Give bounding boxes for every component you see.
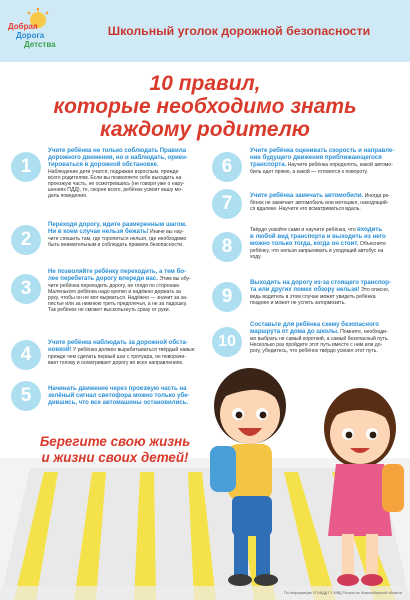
rule-2-body-2: быть внимательным и соблюдать правила безопасности. <box>48 241 184 248</box>
rule-5-highlight-2: зелёный сигнал светофора можно только убе- <box>48 391 190 399</box>
slogan <box>20 434 210 466</box>
rule-5-highlight-1: Начинать движение через проезжую часть на <box>48 385 187 392</box>
main-title-line-3: каждому родителю <box>100 118 310 141</box>
rule-6-highlight-1: Учите ребёнка оценивать скорость и направле- <box>250 147 395 154</box>
slogan-line-1: Берегите свою жизнь <box>39 434 191 449</box>
rule-1 <box>48 148 208 199</box>
rule-8-highlight-3: можно только тогда, когда он стоит. <box>250 239 359 247</box>
rule-8 <box>250 227 406 260</box>
rule-10-highlight-2: маршрута от дома до школы. <box>250 327 339 335</box>
rule-4-body-2: вает голову и осматривает дорогу во всех направлениях. <box>48 359 184 366</box>
rule-1-body-4: шениях ПДД), то, скорее всего, ребёнок усвоит вашу мо- <box>48 187 183 193</box>
rule-1-highlight-3: тироваться в дорожной обстановке. <box>48 160 159 168</box>
rule-7 <box>250 193 406 212</box>
rule-3-body-2: Маленького ребёнка надо крепко и надёжно держать за <box>48 288 181 295</box>
main-title <box>30 72 380 141</box>
rule-10-body-3: рогу, убедитесь, что ребёнок твёрдо усвоил этот путь. <box>250 348 378 354</box>
rule-1-highlight-2: дорожного движения, но и наблюдать, ориен- <box>48 153 188 161</box>
rule-3-body-4: пястье или за нижнюю треть предплечья, а не за ладошку. <box>48 301 188 308</box>
rule-10-highlight-1: Составьте для ребёнка схему безопасного <box>250 321 379 328</box>
rule-10-body-2: Несколько раз пройдите этот путь вместе с ним или до- <box>250 341 383 348</box>
rule-3-highlight-1: Не позволяйте ребёнку переходить, а тем бо- <box>48 268 187 275</box>
rule-2-highlight-2: Ни в коем случае нельзя бежать! <box>48 227 149 235</box>
boy-figure <box>210 368 286 586</box>
rule-9-body-1: ведь водитель в этом случае может увидеть ребёнка <box>250 293 376 300</box>
rule-6-highlight-3: транспорта. <box>250 160 287 168</box>
rule-9 <box>250 280 406 306</box>
rule-4-body-inline: У ребёнка должен вырабатываться твёрдый навык: <box>71 346 196 353</box>
girl-figure <box>324 388 404 586</box>
header-bar <box>0 0 410 62</box>
rule-number-9: 9 <box>212 282 242 312</box>
header-title: Школьный уголок дорожной безопасности <box>107 24 371 38</box>
rule-8-body-1: ребёнку, что нельзя запрыгивать в уходящий автобус на <box>250 247 384 254</box>
rule-6 <box>250 148 406 175</box>
rule-6-body-1: биль едет прямо, а какой — готовится к повороту. <box>250 168 368 175</box>
rule-6-body-inline: Научите ребёнка определять, какой автомо- <box>286 161 393 168</box>
rule-7-body-inline: Иногда ре- <box>363 193 391 199</box>
rule-2-body-inline: Иначе вы нау- <box>148 228 184 235</box>
rule-number-6: 6 <box>212 152 242 182</box>
rule-number-5: 5 <box>11 381 41 411</box>
rule-number-2: 2 <box>11 225 41 255</box>
slogan-line-2: и жизни своих детей! <box>41 450 189 465</box>
rule-6-highlight-2: ние будущего движения приближающегося <box>250 153 382 161</box>
rule-2 <box>48 222 208 248</box>
logo-word-3: Детства <box>24 40 56 49</box>
rule-7-highlight-1: Учите ребёнка замечать автомобили. <box>250 192 364 199</box>
rule-3-body-1: чите ребёнка переходить дорогу, не глядя по сторонам. <box>48 282 181 289</box>
rule-8-highlight-2: в любой вид транспорта и выходить из него <box>250 232 386 240</box>
rule-number-8: 8 <box>212 232 242 262</box>
main-title-line-2: которые необходимо знать <box>53 95 357 118</box>
rule-3-highlight-2: лее перебегать дорогу впереди вас. <box>48 274 158 282</box>
rule-number-4: 4 <box>11 340 41 370</box>
rule-1-body-5: дель поведения. <box>48 193 88 200</box>
rule-3-body-inline: Этим вы обу- <box>157 275 191 282</box>
rule-9-body-2: позднее и может не успеть затормозить. <box>250 299 346 306</box>
rule-9-highlight-1: Выходить на дорогу из-за стоящего транспор- <box>250 279 391 286</box>
rule-3 <box>48 269 208 313</box>
rule-10-body-inline: Помните, необходи- <box>338 328 388 335</box>
logo-word-1: Добрая <box>8 22 38 31</box>
rule-10-body-1: мо выбрать не самый короткий, а самый безопасный путь. <box>250 335 389 342</box>
rule-number-7: 7 <box>212 189 242 219</box>
rule-1-body-3: проезжую часть, не осмотревшись (не говоря уже о нару- <box>48 180 185 187</box>
rule-3-body-3: руку, чтобы он не мог вырваться. Надёжно — значит за за- <box>48 295 188 301</box>
rule-4-highlight-1: Учите ребёнка наблюдать за дорожной обста- <box>48 339 188 346</box>
rule-3-body-5: Так ребёнок не сможет выскользнуть сразу от руки. <box>48 307 171 314</box>
rule-7-body-1: бёнок не замечает автомобиль или мотоцикл, находящий- <box>250 199 389 206</box>
rule-7-body-2: ся вдалеке. Научите его всматриваться вдаль. <box>250 206 361 212</box>
rule-9-highlight-2: та или других помех обзору нельзя! <box>250 285 360 293</box>
rule-8-body-2: ходу. <box>250 253 262 260</box>
rule-2-highlight-1: Переходя дорогу, идите размеренным шагом. <box>48 221 187 228</box>
rule-number-1: 1 <box>11 152 41 182</box>
children-illustration <box>210 348 410 598</box>
rule-5 <box>48 386 208 407</box>
rule-8-highlight-1: входить <box>357 226 383 233</box>
rule-1-body-2: всего родителям. Если вы позволяете себе выходить на <box>48 174 182 181</box>
rule-number-10: 10 <box>212 327 242 357</box>
rule-5-highlight-3: дившись, что все автомашины остановились. <box>48 398 189 406</box>
rule-1-highlight-1: Учите ребёнка не только соблюдать Правила <box>48 147 187 154</box>
rule-number-3: 3 <box>11 274 41 304</box>
main-title-line-1: 10 правил, <box>149 72 261 95</box>
rule-2-body-1: чите спешить там, где торопиться нельзя, где необходимо <box>48 235 187 242</box>
logo <box>8 8 66 54</box>
rule-4-body-1: прежде чем сделать первый шаг с тротуара, он поворачи- <box>48 353 186 360</box>
rule-1-body-1: Наблюдение дети учатся, подражая взрослым, прежде <box>48 168 179 175</box>
rule-8-lead: Твёрдо усвойте сами и научите ребёнка, что <box>250 227 358 233</box>
rule-8-body-inline: Объясните <box>358 240 386 247</box>
rule-9-body-inline: Это опасно, <box>359 286 390 293</box>
footer-note: По информации УГИБДД ГУ МВД России по Новосибирской области <box>283 591 402 595</box>
rule-4-highlight-2: новкой! <box>48 345 72 353</box>
logo-word-2: Дорога <box>16 31 45 40</box>
rule-4 <box>48 340 208 366</box>
